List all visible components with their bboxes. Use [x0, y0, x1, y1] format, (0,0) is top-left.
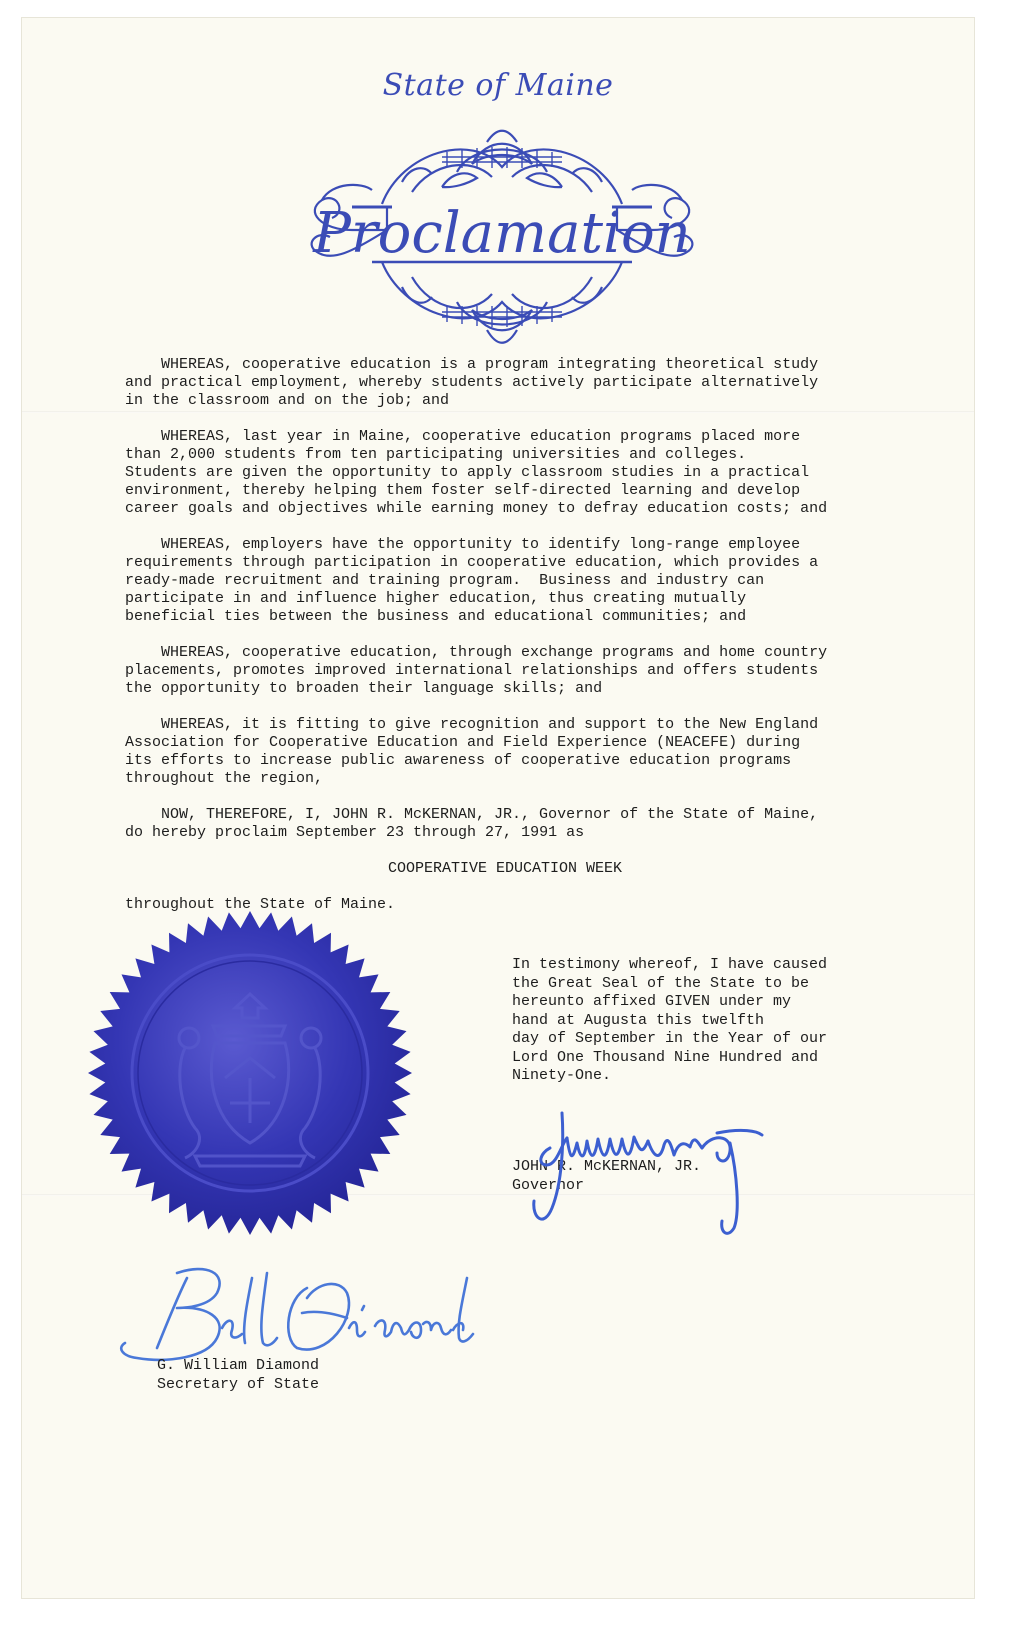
proclamation-title: Proclamation: [313, 201, 691, 266]
testimony-line: hand at Augusta this twelfth: [512, 1011, 765, 1029]
testimony-line: the Great Seal of the State to be: [512, 974, 810, 992]
proclamation-ornament: [292, 112, 712, 362]
whereas-paragraph-5: WHEREAS, it is fitting to give recognition and support to the New England Association for Cooperative Education and Field Experience (NEACEFE) during its efforts to increase public awareness of cooperative education programs throughout the region,: [125, 716, 819, 787]
whereas-paragraph-4: WHEREAS, cooperative education, through exchange programs and home country placements, promotes improved international relationships and offers students the opportunity to broaden their language skills; and: [125, 644, 828, 697]
testimony-clause: [512, 956, 872, 1086]
proclamation-body: [125, 356, 885, 932]
great-seal-icon: [85, 908, 415, 1238]
proclamation-document: [22, 18, 974, 1598]
testimony-line: In testimony whereof, I have caused: [512, 956, 828, 973]
whereas-paragraph-1: WHEREAS, cooperative education is a program integrating theoretical study and practical employment, whereby students actively participate alternatively in the classroom and on the job; and: [125, 356, 819, 409]
proclaimed-week-title: COOPERATIVE EDUCATION WEEK: [387, 860, 623, 877]
testimony-line: Lord One Thousand Nine Hundred and: [512, 1048, 819, 1066]
state-title: State of Maine: [382, 68, 614, 103]
governor-name: JOHN R. McKERNAN, JR.: [512, 1158, 702, 1175]
governor-signature: [522, 1103, 772, 1238]
now-therefore-paragraph: NOW, THEREFORE, I, JOHN R. McKERNAN, JR., Governor of the State of Maine, do hereby proclaim September 23 through 27, 1991 as: [125, 806, 819, 841]
secretary-title: Secretary of State: [157, 1376, 320, 1393]
testimony-line: Ninety-One.: [512, 1067, 612, 1084]
whereas-paragraph-2: WHEREAS, last year in Maine, cooperative education programs placed more than 2,000 students from ten participating universities and colleges. Students are given the opportunity to apply classroom studies in a practical environment, thereby helping them foster self-directed learning and develop career goals and objectives while earning money to defray education costs; and: [125, 428, 828, 517]
governor-title: Governor: [512, 1176, 585, 1194]
secretary-name: G. William Diamond: [157, 1357, 320, 1374]
testimony-line: day of September in the Year of our: [512, 1030, 828, 1047]
testimony-line: hereunto affixed GIVEN under my: [512, 993, 792, 1010]
secretary-block: [157, 1356, 319, 1394]
closing-line: throughout the State of Maine.: [125, 896, 396, 913]
whereas-paragraph-3: WHEREAS, employers have the opportunity to identify long-range employee requirements through participation in cooperative education, which provides a ready-made recruitment and training program. Business and industry can participate in and influence higher education, thus creating mutually beneficial ties between the business and educational communities; and: [125, 536, 819, 625]
